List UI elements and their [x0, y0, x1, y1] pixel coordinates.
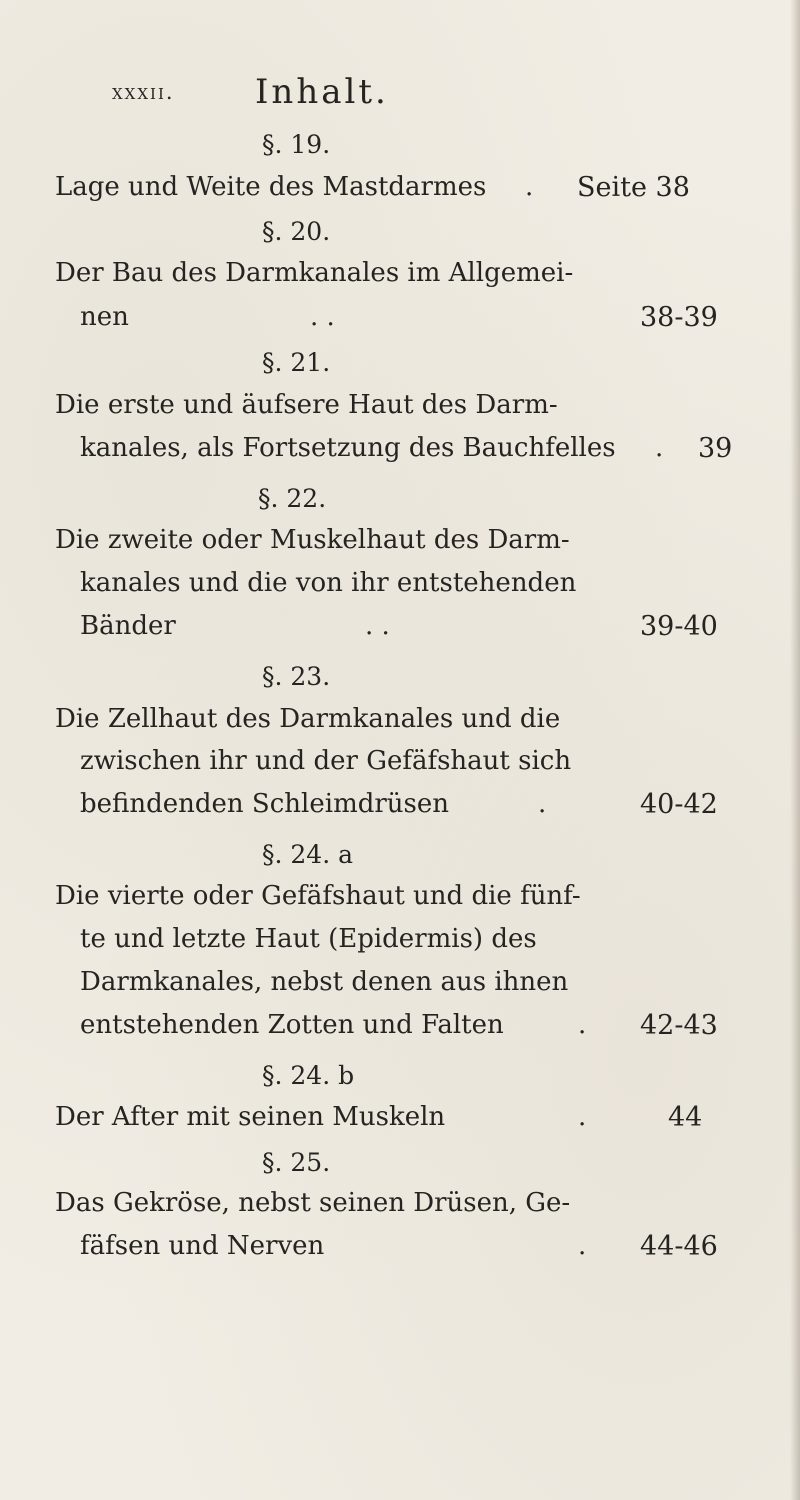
page-reference: 44	[668, 1102, 703, 1133]
page-title: Inhalt.	[255, 72, 389, 112]
entry-line: Darmkanales, nebst denen aus ihnen	[80, 967, 569, 997]
leader-dots: .	[578, 1010, 587, 1040]
leader-dots: .	[655, 433, 664, 463]
page-reference: 42-43	[640, 1010, 718, 1041]
section-number: §. 24. a	[262, 840, 354, 869]
page-reference: 40-42	[640, 789, 718, 820]
entry-line: Die zweite oder Muskelhaut des Darm-	[55, 525, 570, 555]
section-number: §. 25.	[262, 1148, 331, 1177]
leader-dots: .	[578, 1231, 587, 1261]
section-number: §. 24. b	[262, 1061, 355, 1090]
entry-line: Die Zellhaut des Darmkanales und die	[55, 704, 561, 734]
entry-line: entstehenden Zotten und Falten	[80, 1010, 504, 1040]
section-number: §. 23.	[262, 662, 331, 691]
section-number: §. 22.	[258, 484, 327, 513]
page-number: xxxii.	[112, 80, 175, 104]
entry-line: fäfsen und Nerven	[80, 1231, 325, 1261]
leader-dots: .	[525, 172, 534, 202]
leader-dots: .	[578, 1102, 587, 1132]
entry-line: nen	[80, 302, 129, 332]
leader-dots: . .	[365, 611, 390, 641]
page-reference: Seite 38	[577, 172, 690, 203]
entry-line: Die erste und äufsere Haut des Darm-	[55, 390, 558, 420]
page-reference: 38-39	[640, 302, 718, 333]
entry-line: zwischen ihr und der Gefäfshaut sich	[80, 746, 572, 776]
section-number: §. 19.	[262, 130, 331, 159]
page-reference: 39-40	[640, 611, 718, 642]
page-edge-shadow	[790, 0, 800, 1500]
entry-line: Bänder	[80, 611, 176, 641]
entry-line: Der After mit seinen Muskeln	[55, 1102, 446, 1132]
entry-line: Lage und Weite des Mastdarmes	[55, 172, 487, 202]
entry-line: befindenden Schleimdrüsen	[80, 789, 450, 819]
entry-line: kanales und die von ihr entstehenden	[80, 568, 577, 598]
entry-line: kanales, als Fortsetzung des Bauchfelles	[80, 433, 616, 463]
leader-dots: . .	[310, 302, 335, 332]
entry-line: Die vierte oder Gefäfshaut und die fünf-	[55, 881, 581, 911]
page-reference: 44-46	[640, 1231, 718, 1262]
page-reference: 39	[698, 433, 733, 464]
entry-line: te und letzte Haut (Epidermis) des	[80, 924, 537, 954]
entry-line: Das Gekröse, nebst seinen Drüsen, Ge-	[55, 1188, 571, 1218]
entry-line: Der Bau des Darmkanales im Allgemei-	[55, 258, 574, 288]
leader-dots: .	[538, 789, 547, 819]
section-number: §. 20.	[262, 217, 331, 246]
section-number: §. 21.	[262, 348, 331, 377]
